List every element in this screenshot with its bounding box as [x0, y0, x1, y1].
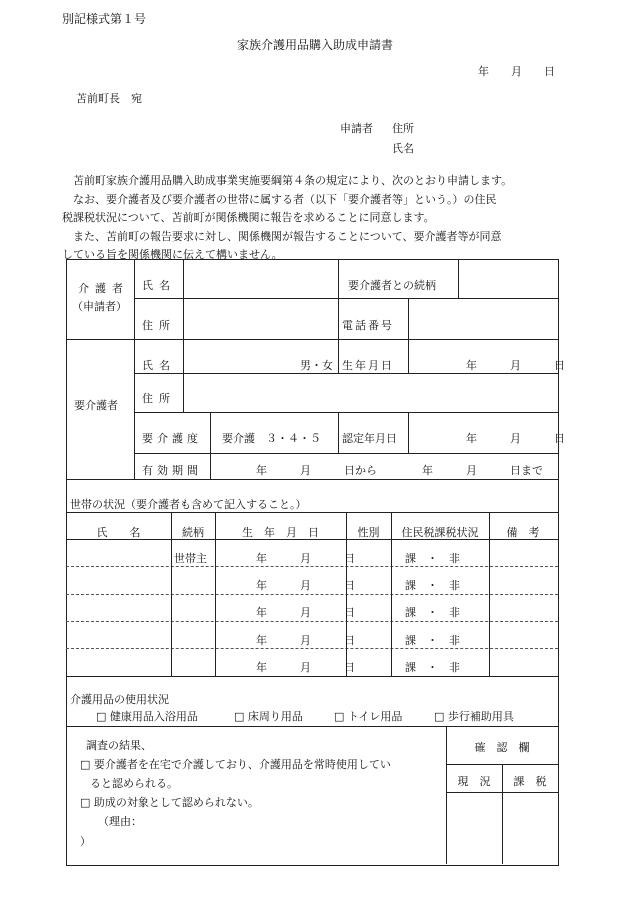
care-level-values: 要介護 ３・４・５ — [222, 432, 321, 445]
applicant-label: 申請者 — [340, 122, 373, 135]
household-header-relation: 続柄 — [182, 526, 204, 539]
caregiver-address-label: 住所 — [142, 319, 176, 332]
cert-date-label: 認定年月日 — [342, 432, 397, 445]
recipient-birth-label: 生年月日 — [342, 359, 394, 372]
household-header-gender: 性別 — [357, 526, 380, 539]
usage-option-bath[interactable]: □ 健康用品入浴用品 — [96, 710, 198, 723]
care-recipient-label: 要介護者 — [74, 399, 118, 412]
household-title: 世帯の状況（要介護者も含めて記入すること。） — [70, 498, 307, 511]
recipient-name-label: 氏名 — [142, 359, 176, 372]
caregiver-name-label: 氏名 — [142, 279, 176, 292]
caregiver-sub-label: （申請者） — [72, 300, 127, 313]
valid-from: 年 月 日から — [256, 464, 377, 477]
caregiver-label: 介護者 — [78, 282, 129, 295]
household-row-tax: 課 ・ 非 — [405, 661, 460, 674]
valid-period-label: 有効期間 — [142, 464, 202, 477]
household-row-birth: 年 月 日 — [256, 634, 355, 647]
addressee: 苫前町長 宛 — [76, 92, 142, 105]
usage-option-toilet[interactable]: □ トイレ用品 — [334, 710, 403, 723]
household-row-tax: 課 ・ 非 — [405, 606, 460, 619]
household-row-tax: 課 ・ 非 — [405, 634, 460, 647]
paragraph-4: また、苫前町の報告要求に対し、関係機関が報告することについて、要介護者等が同意 — [62, 229, 502, 243]
household-row-birth: 年 月 日 — [256, 606, 355, 619]
investigation-intro: 調査の結果、 — [86, 739, 152, 752]
investigation-item-2[interactable]: □ 助成の対象として認められない。 — [80, 796, 259, 809]
reason-close: ） — [80, 835, 91, 848]
date-line: 年 月 日 — [478, 65, 555, 78]
investigation-item-1-cont: ると認められる。 — [90, 777, 178, 790]
household-row-birth: 年 月 日 — [256, 552, 355, 565]
paragraph-3: 税課税状況について、苫前町が関係機関に報告を求めることに同意します。 — [62, 211, 435, 224]
household-row-tax: 課 ・ 非 — [405, 579, 460, 592]
confirm-status-col: 現 況 — [457, 775, 491, 788]
reason-open: （理由： — [98, 815, 142, 828]
household-header-notes: 備 考 — [506, 526, 540, 539]
applicant-address-label: 住所 — [392, 122, 414, 135]
recipient-gender: 男・女 — [300, 359, 333, 372]
paragraph-2: なお、要介護者及び要介護者の世帯に属する者（以下「要介護者等」という。）の住民 — [62, 192, 497, 206]
paragraph-1: 苫前町家族介護用品購入助成事業実施要綱第４条の規定により、次のとおり申請します。 — [62, 174, 513, 187]
cert-date-value: 年 月 日 — [466, 432, 565, 445]
household-row-tax: 課 ・ 非 — [405, 552, 460, 565]
household-header-tax: 住民税課税状況 — [401, 526, 479, 539]
usage-option-floor[interactable]: □ 床周り用品 — [234, 710, 303, 723]
care-level-label: 要介護度 — [142, 432, 202, 445]
confirm-title: 確 認 欄 — [474, 741, 530, 754]
valid-to: 年 月 日まで — [422, 464, 543, 477]
recipient-address-label: 住所 — [142, 392, 176, 405]
confirm-tax-col: 課 税 — [513, 775, 547, 788]
recipient-birth-date: 年 月 日 — [466, 359, 565, 372]
household-row-birth: 年 月 日 — [256, 579, 355, 592]
investigation-item-1[interactable]: □ 要介護者を在宅で介護しており、介護用品を常時使用してい — [80, 758, 391, 771]
household-header-name: 氏 名 — [96, 526, 141, 539]
page-title: 家族介護用品購入助成申請書 — [236, 38, 393, 52]
form-number: 別記様式第１号 — [62, 12, 147, 26]
applicant-name-label: 氏名 — [392, 142, 414, 155]
usage-title: 介護用品の使用状況 — [70, 693, 169, 706]
household-row-birth: 年 月 日 — [256, 661, 355, 674]
caregiver-phone-label: 電話番号 — [342, 319, 394, 332]
usage-option-walking[interactable]: □ 歩行補助用具 — [434, 710, 514, 723]
paragraph-5: している旨を関係機関に伝えて構いません。 — [62, 248, 283, 261]
household-row-relation: 世帯主 — [174, 552, 207, 565]
caregiver-relation-label: 要介護者との続柄 — [348, 279, 436, 292]
household-header-birth: 生 年 月 日 — [242, 526, 319, 539]
